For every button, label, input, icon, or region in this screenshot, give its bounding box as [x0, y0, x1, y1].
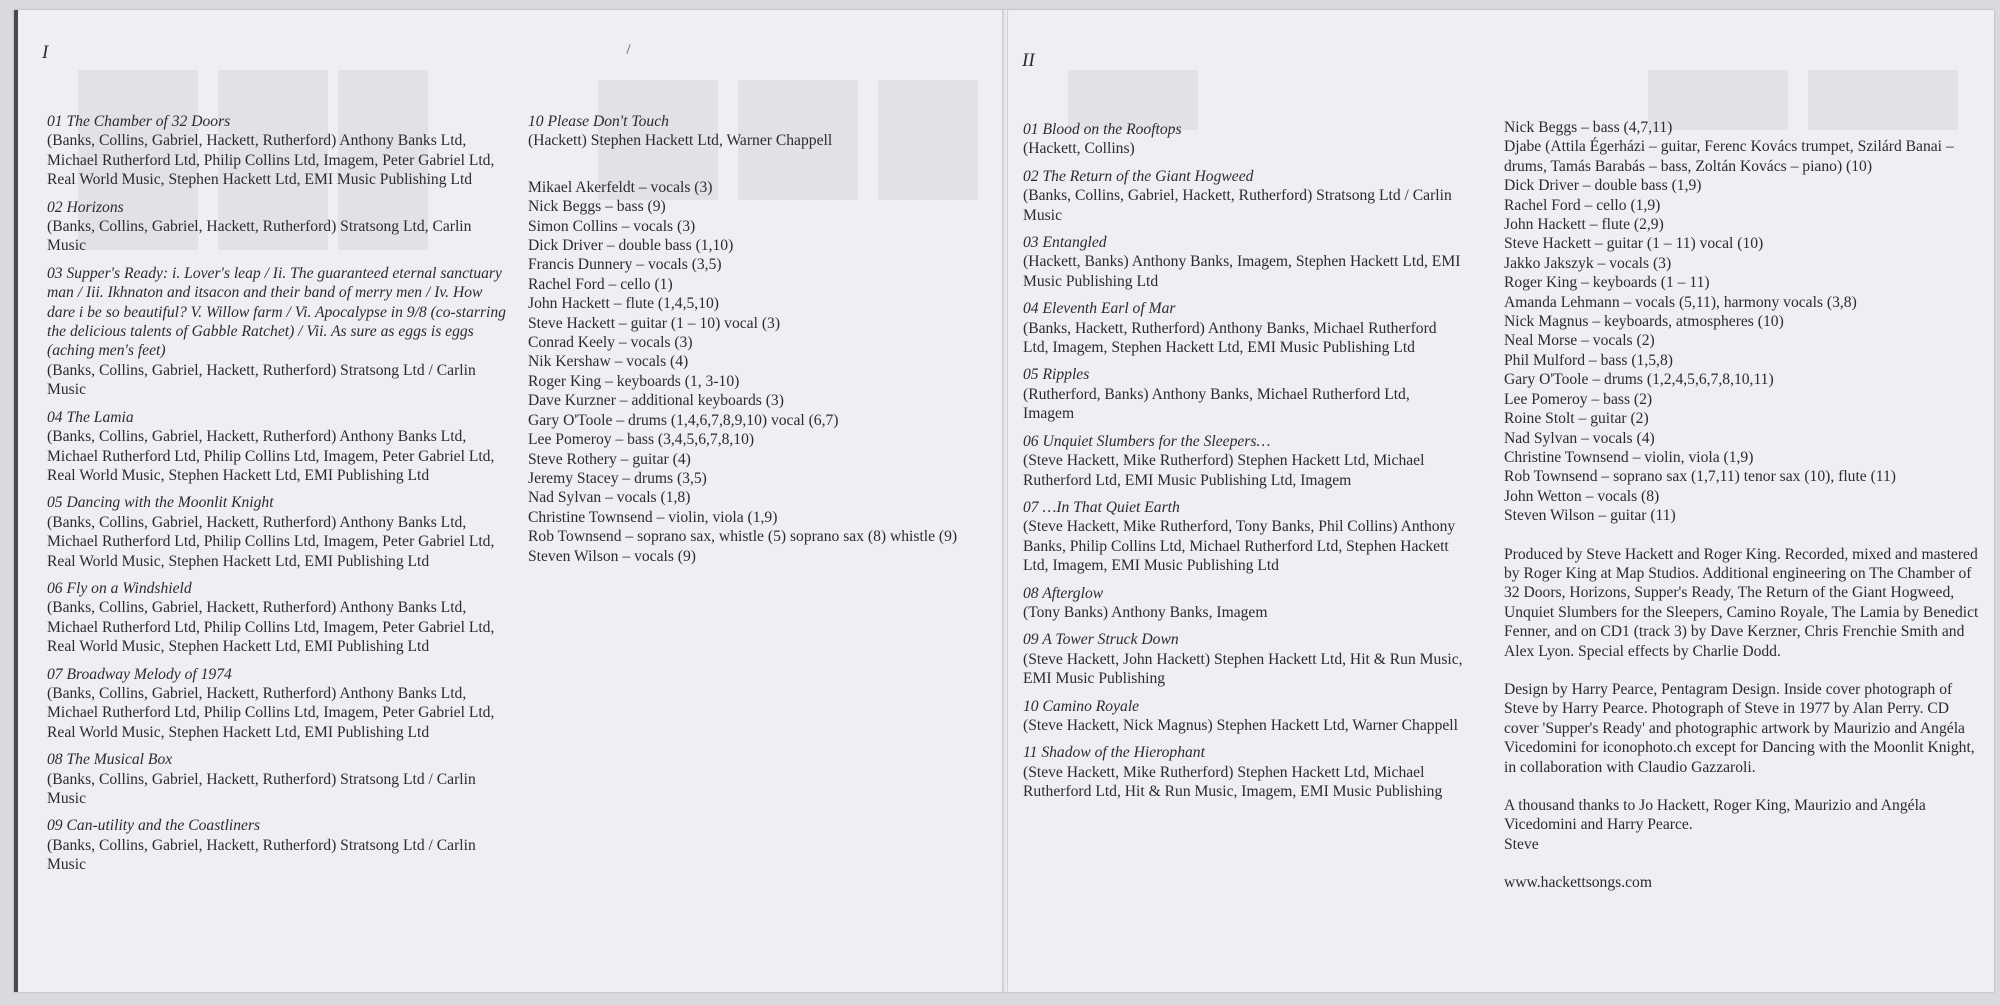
musician-credit: Nad Sylvan – vocals (4): [1504, 429, 1655, 447]
track-title: 03 Entangled: [1023, 234, 1107, 252]
track-credits: (Steve Hackett, Nick Magnus) Stephen Hackett Ltd, Warner Chappell: [1023, 716, 1458, 734]
musician-credit: Mikael Akerfeldt – vocals (3): [528, 178, 713, 196]
musician-credit: Jeremy Stacey – drums (3,5): [528, 469, 707, 487]
track-credits: (Banks, Collins, Gabriel, Hackett, Rutherford) Anthony Banks Ltd, Michael Rutherford Ltd, Philip Collins Ltd, Imagem, Peter Gabriel Ltd, Real World Music, Stephen Hackett Ltd, EMI Publishing Ltd: [47, 684, 495, 741]
track-credits: (Banks, Collins, Gabriel, Hackett, Rutherford) Stratsong Ltd / Carlin Music: [47, 361, 476, 399]
musician-credit: Rob Townsend – soprano sax (1,7,11) tenor sax (10), flute (11): [1504, 468, 1896, 486]
signature: Steve: [1504, 835, 1539, 853]
musician-credit: Steven Wilson – vocals (9): [528, 547, 696, 565]
musician-credit: Nick Beggs – bass (4,7,11): [1504, 119, 1673, 136]
musician-credit: John Hackett – flute (1,4,5,10): [528, 295, 719, 313]
track-entry: [1023, 584, 1463, 623]
track-credits: (Banks, Collins, Gabriel, Hackett, Rutherford) Anthony Banks Ltd, Michael Rutherford Ltd, Philip Collins Ltd, Imagem, Peter Gabriel Ltd, Real World Music, Stephen Hackett Ltd, EMI Publishing Ltd: [47, 599, 495, 656]
track-entry: [47, 198, 507, 256]
left-credits-column: [528, 112, 998, 566]
track-entry: [1023, 432, 1463, 490]
track-entry: [1023, 365, 1463, 423]
track-title: 04 Eleventh Earl of Mar: [1023, 300, 1176, 318]
musician-credit: Roger King – keyboards (1, 3-10): [528, 372, 740, 390]
track-entry: [47, 750, 507, 808]
track-entry: [47, 579, 507, 657]
track-title: 08 Afterglow: [1023, 584, 1104, 602]
thanks-text: A thousand thanks to Jo Hackett, Roger King, Maurizio and Angéla Vicedomini and Harry Pearce.: [1504, 797, 1926, 834]
musician-credit: Lee Pomeroy – bass (2): [1504, 390, 1653, 408]
musician-credit: Nick Beggs – bass (9): [528, 198, 666, 216]
musician-credit: Jakko Jakszyk – vocals (3): [1504, 254, 1672, 272]
musician-credit: Gary O'Toole – drums (1,4,6,7,8,9,10) vocal (6,7): [528, 411, 839, 429]
musician-credit: Steve Hackett – guitar (1 – 11) vocal (10): [1504, 235, 1764, 253]
track-entry: [47, 816, 507, 874]
right-musician-list: [1504, 118, 1982, 526]
musician-credit: John Wetton – vocals (8): [1504, 487, 1660, 505]
track-entry: [47, 493, 507, 571]
musician-credit: Rachel Ford – cello (1,9): [1504, 196, 1661, 214]
track-entry: [1023, 498, 1463, 576]
musician-credit: Dick Driver – double bass (1,10): [528, 237, 734, 255]
track-credits: (Banks, Collins, Gabriel, Hackett, Rutherford) Anthony Banks Ltd, Michael Rutherford Ltd, Philip Collins Ltd, Imagem, Peter Gabriel Ltd, Real World Music, Stephen Hackett Ltd, EMI Publishing Ltd: [47, 513, 495, 570]
musician-credit: Lee Pomeroy – bass (3,4,5,6,7,8,10): [528, 431, 755, 449]
musician-credit: John Hackett – flute (2,9): [1504, 216, 1664, 234]
musician-credit: Rob Townsend – soprano sax, whistle (5) soprano sax (8) whistle (9): [528, 528, 958, 546]
right-track-list: [1023, 120, 1463, 810]
track-credits: (Banks, Collins, Gabriel, Hackett, Rutherford) Stratsong Ltd / Carlin Music: [47, 836, 476, 874]
track-entry: [1023, 697, 1463, 736]
musician-credit: Francis Dunnery – vocals (3,5): [528, 256, 722, 274]
musician-credit: Nick Magnus – keyboards, atmospheres (10): [1504, 313, 1784, 331]
track-entry: [47, 112, 507, 190]
track-credits: (Steve Hackett, Mike Rutherford, Tony Banks, Phil Collins) Anthony Banks, Philip Collins Ltd, Michael Rutherford Ltd, Stephen Hackett Ltd, Imagem, EMI Music Publishing Ltd: [1023, 518, 1456, 575]
track-entry: [47, 408, 507, 486]
track-entry: [47, 665, 507, 743]
musician-credit: Christine Townsend – violin, viola (1,9): [528, 508, 778, 526]
track-credits: (Banks, Collins, Gabriel, Hackett, Rutherford) Anthony Banks Ltd, Michael Rutherford Ltd, Philip Collins Ltd, Imagem, Peter Gabriel Ltd, Real World Music, Stephen Hackett Ltd, EMI Music Publishing Ltd: [47, 132, 495, 189]
website-link[interactable]: www.hackettsongs.com: [1504, 874, 1652, 892]
musician-credit: Steve Rothery – guitar (4): [528, 450, 691, 468]
track-title: 08 The Musical Box: [47, 751, 173, 769]
track-entry: [1023, 743, 1463, 801]
track-title: 11 Shadow of the Hierophant: [1023, 744, 1205, 762]
musician-credit: Dave Kurzner – additional keyboards (3): [528, 392, 784, 410]
track-title: 07 Broadway Melody of 1974: [47, 665, 232, 683]
track-entry: [1023, 299, 1463, 357]
track-credits: (Rutherford, Banks) Anthony Banks, Michael Rutherford Ltd, Imagem: [1023, 385, 1410, 423]
musician-credit: Simon Collins – vocals (3): [528, 217, 696, 235]
track-entry: [1023, 233, 1463, 291]
track-title: 02 Horizons: [47, 198, 124, 216]
track-credits: (Banks, Collins, Gabriel, Hackett, Rutherford) Stratsong Ltd / Carlin Music: [47, 770, 476, 807]
track-title: 10 Camino Royale: [1023, 697, 1140, 715]
musician-credit: Nad Sylvan – vocals (1,8): [528, 489, 691, 507]
track-credits: (Banks, Collins, Gabriel, Hackett, Rutherford) Stratsong Ltd / Carlin Music: [1023, 187, 1452, 224]
track-title: 01 Blood on the Rooftops: [1023, 121, 1182, 138]
track-title: 07 …In That Quiet Earth: [1023, 498, 1180, 516]
track-credits: (Steve Hackett, John Hackett) Stephen Hackett Ltd, Hit & Run Music, EMI Music Publishing: [1023, 650, 1463, 688]
track-credits: (Hackett, Banks) Anthony Banks, Imagem, Stephen Hackett Ltd, EMI Music Publishing Ltd: [1023, 253, 1461, 290]
track-title: 05 Dancing with the Moonlit Knight: [47, 494, 274, 512]
track-title: 10 Please Don't Touch: [528, 113, 669, 130]
musician-credit: Roger King – keyboards (1 – 11): [1504, 274, 1710, 292]
track-title: 01 The Chamber of 32 Doors: [47, 113, 231, 130]
track-title: 09 A Tower Struck Down: [1023, 631, 1179, 649]
musician-credit: Nik Kershaw – vocals (4): [528, 353, 689, 371]
track-title: 02 The Return of the Giant Hogweed: [1023, 167, 1254, 185]
track-title: 03 Supper's Ready: i. Lover's leap / Ii. The guaranteed eternal sanctuary man / Iii. Ikhnaton and itsacon and their band of merry men / Iv. How dare i be so beautiful? V. Willow farm / Vi. Apocalypse in 9/8 (co-starring the delicious talents of Gabble Ratchet) / Vii. As sure as eggs is eggs (aching men's feet): [47, 264, 506, 360]
track-credits: (Steve Hackett, Mike Rutherford) Stephen Hackett Ltd, Michael Rutherford Ltd, Hit & Run Music, Imagem, EMI Music Publishing: [1023, 763, 1443, 801]
musician-credit: Steven Wilson – guitar (11): [1504, 507, 1676, 525]
track-title: 04 The Lamia: [47, 408, 134, 426]
musician-credit: Rachel Ford – cello (1): [528, 275, 673, 293]
track-credits: (Tony Banks) Anthony Banks, Imagem: [1023, 603, 1268, 621]
musician-credit: Steve Hackett – guitar (1 – 10) vocal (3): [528, 314, 781, 332]
production-credits: Produced by Steve Hackett and Roger King. Recorded, mixed and mastered by Roger King at Map Studios. Additional engineering on The Chamber of 32 Doors, Horizons, Supper's Ready, The Return of the Giant Hogweed, Unquiet Slumbers for the Sleepers, Camino Royale, The Lamia by Benedict Fenner, and on CD1 (track 3) by Dave Kerzner, Chris Frenchie Smith and Alex Lyon. Special effects by Charlie Dodd.: [1504, 545, 1979, 660]
track-entry: [1023, 120, 1463, 159]
musician-credit: Djabe (Attila Égerházi – guitar, Ferenc Kovács trumpet, Szilárd Banai – drums, Tamás Barabás – bass, Zoltán Kovács – piano) (10): [1504, 138, 1954, 175]
track-credits: (Banks, Collins, Gabriel, Hackett, Rutherford) Stratsong Ltd, Carlin Music: [47, 218, 472, 255]
track-credits: (Steve Hackett, Mike Rutherford) Stephen Hackett Ltd, Michael Rutherford Ltd, EMI Music Publishing Ltd, Imagem: [1023, 452, 1425, 489]
track-entry: [1023, 167, 1463, 225]
track-credits: (Banks, Collins, Gabriel, Hackett, Rutherford) Anthony Banks Ltd, Michael Rutherford Ltd, Philip Collins Ltd, Imagem, Peter Gabriel Ltd, Real World Music, Stephen Hackett Ltd, EMI Publishing Ltd: [47, 428, 495, 484]
musician-credit: Dick Driver – double bass (1,9): [1504, 177, 1702, 195]
left-musician-list: [528, 178, 998, 566]
musician-credit: Neal Morse – vocals (2): [1504, 332, 1655, 350]
track-title: 06 Unquiet Slumbers for the Sleepers…: [1023, 432, 1271, 450]
musician-credit: Gary O'Toole – drums (1,2,4,5,6,7,8,10,11): [1504, 371, 1774, 389]
track-title: 05 Ripples: [1023, 366, 1090, 384]
musician-credit: Phil Mulford – bass (1,5,8): [1504, 351, 1673, 369]
page-numeral-right: II: [1022, 50, 1035, 71]
track-title: 09 Can-utility and the Coastliners: [47, 817, 261, 835]
design-credits: Design by Harry Pearce, Pentagram Design. Inside cover photograph of Steve by Harry Pearce. Photograph of Steve in 1977 by Alan Perry. CD cover 'Supper's Ready' and photographic artwork by Maurizio and Angéla Vicedomini for iconophoto.ch except for Dancing with the Moonlit Knight, in collaboration with Claudio Gazzaroli.: [1504, 680, 1975, 776]
page-numeral-left: I: [42, 42, 49, 63]
left-track-list: [47, 112, 507, 883]
track-title: 06 Fly on a Windshield: [47, 579, 192, 597]
musician-credit: Christine Townsend – violin, viola (1,9): [1504, 448, 1754, 466]
musician-credit: Conrad Keely – vocals (3): [528, 334, 693, 352]
track-credits: (Hackett) Stephen Hackett Ltd, Warner Chappell: [528, 132, 833, 150]
track-credits: (Hackett, Collins): [1023, 140, 1135, 158]
track-credits: (Banks, Hackett, Rutherford) Anthony Banks, Michael Rutherford Ltd, Imagem, Stephen Hackett Ltd, EMI Music Publishing Ltd: [1023, 319, 1437, 357]
right-credits-column: [1504, 118, 1982, 893]
track-entry: [1023, 630, 1463, 688]
track-entry: [47, 264, 507, 400]
track-entry: [528, 112, 998, 151]
musician-credit: Roine Stolt – guitar (2): [1504, 410, 1649, 428]
musician-credit: Amanda Lehmann – vocals (5,11), harmony vocals (3,8): [1504, 293, 1857, 311]
